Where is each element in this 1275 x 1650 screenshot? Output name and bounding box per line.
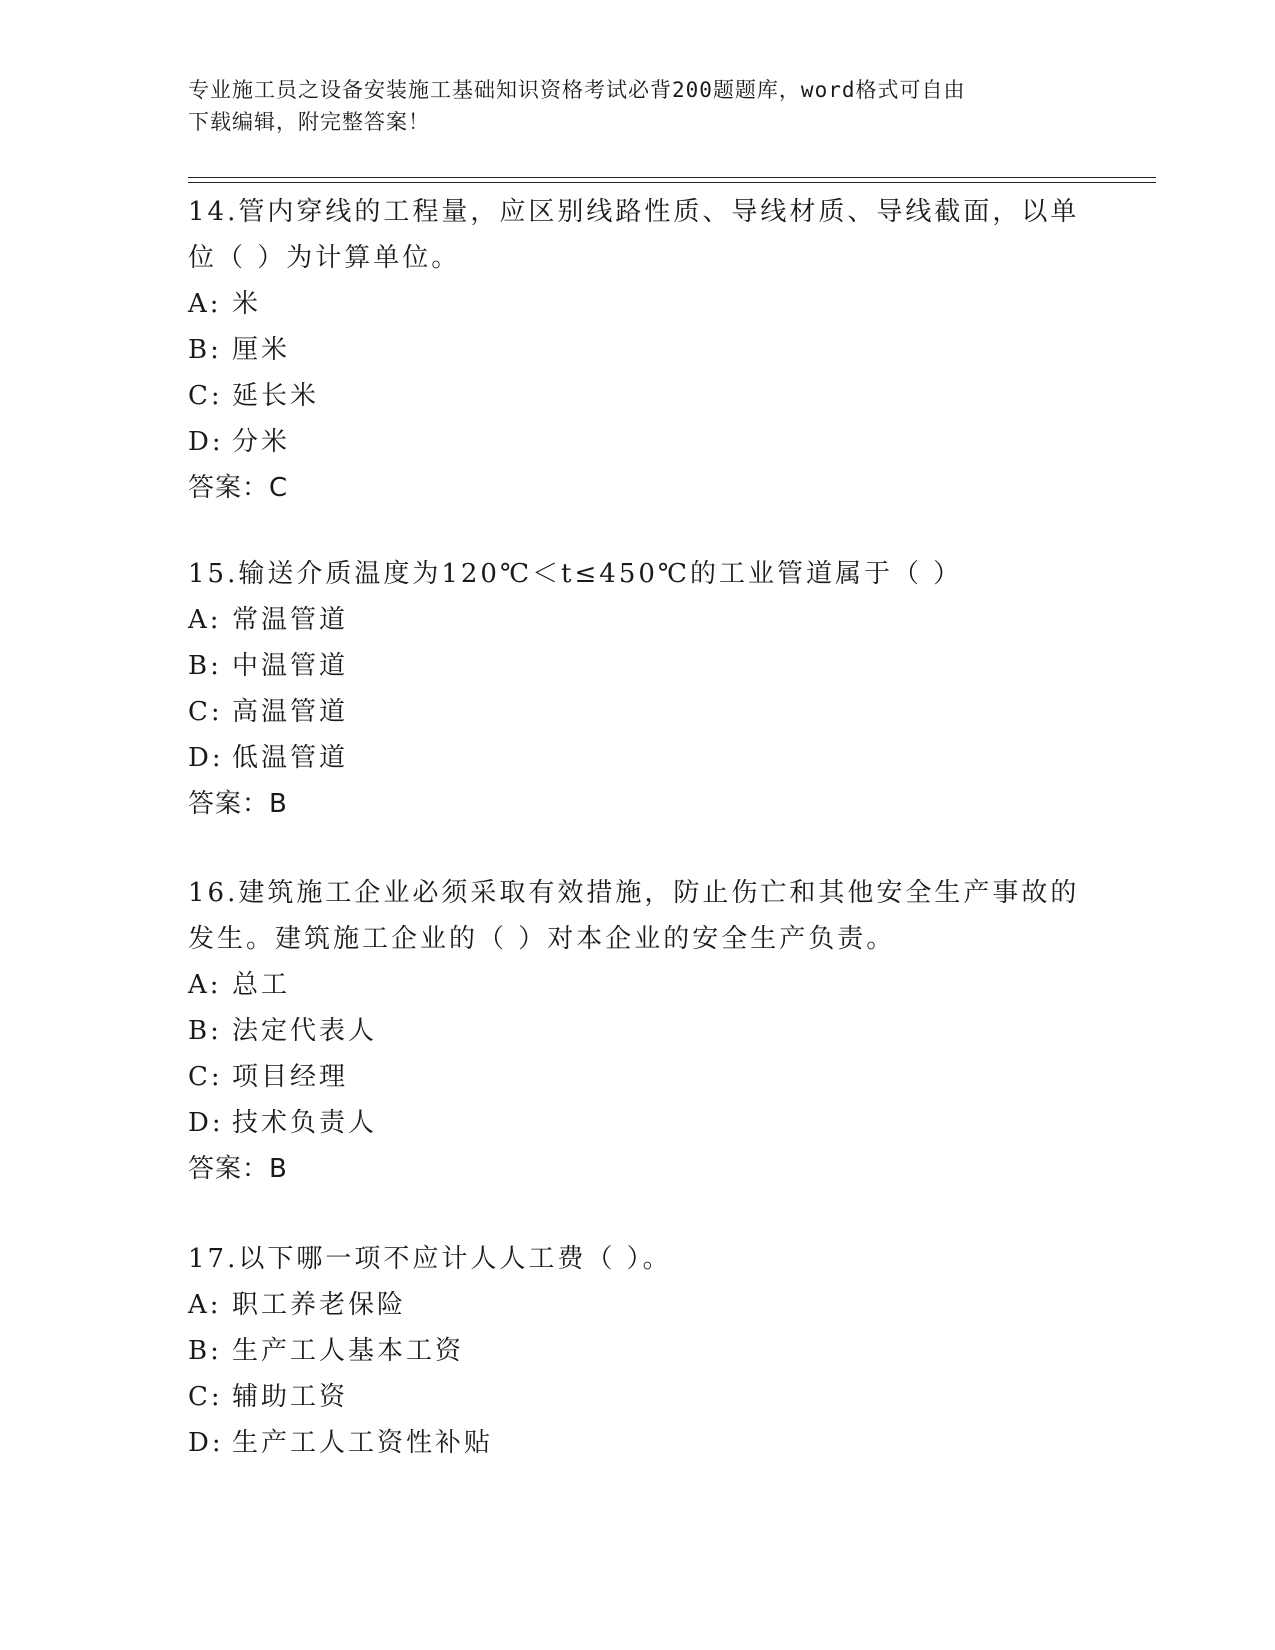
question-16	[188, 870, 1088, 1192]
option-c	[188, 1374, 1088, 1420]
option-letter: A:	[188, 1290, 222, 1320]
option-text: 高温管道	[232, 697, 349, 727]
option-d	[188, 1420, 1088, 1466]
option-text: 米	[232, 289, 262, 319]
option-letter: D:	[188, 427, 224, 457]
option-text: 生产工人工资性补贴	[232, 1428, 494, 1458]
option-a	[188, 281, 1088, 327]
option-letter: C:	[188, 1062, 223, 1092]
option-letter: C:	[188, 697, 223, 727]
question-stem-line-2: 位（ ）为计算单位。	[188, 243, 461, 273]
option-letter: B:	[188, 1336, 222, 1366]
question-stem-line-1: 16.建筑施工企业必须采取有效措施，防止伤亡和其他安全生产事故的	[188, 878, 1080, 908]
answer-line: 答案：B	[188, 789, 288, 819]
answer-line: 答案：B	[188, 1154, 288, 1184]
option-a	[188, 1282, 1088, 1328]
option-b	[188, 643, 1088, 689]
option-d	[188, 735, 1088, 781]
option-text: 延长米	[232, 381, 320, 411]
header-divider-bottom	[188, 182, 1156, 183]
option-text: 生产工人基本工资	[232, 1336, 465, 1366]
question-stem-line-2: 发生。建筑施工企业的（ ）对本企业的安全生产负责。	[188, 924, 896, 954]
question-stem-line-1: 17.以下哪一项不应计人人工费（ ）。	[188, 1244, 672, 1274]
option-letter: D:	[188, 743, 224, 773]
option-c	[188, 373, 1088, 419]
question-17	[188, 1236, 1088, 1466]
option-text: 低温管道	[232, 743, 349, 773]
option-b	[188, 1328, 1088, 1374]
question-stem-line-1: 15.输送介质温度为120℃＜t≤450℃的工业管道属于（ ）	[188, 559, 963, 589]
option-letter: B:	[188, 1016, 222, 1046]
question-15	[188, 551, 1088, 827]
option-letter: B:	[188, 651, 222, 681]
option-a	[188, 597, 1088, 643]
header-divider-top	[188, 177, 1156, 178]
header-line-2: 下载编辑，附完整答案！	[188, 110, 430, 134]
option-letter: A:	[188, 289, 222, 319]
option-text: 常温管道	[232, 605, 349, 635]
option-text: 技术负责人	[232, 1108, 378, 1138]
question-stem-line-1: 14.管内穿线的工程量，应区别线路性质、导线材质、导线截面，以单	[188, 197, 1080, 227]
option-b	[188, 1008, 1088, 1054]
option-text: 辅助工资	[232, 1382, 349, 1412]
option-c	[188, 1054, 1088, 1100]
option-letter: A:	[188, 970, 222, 1000]
answer-line: 答案：C	[188, 473, 289, 503]
option-text: 厘米	[232, 335, 291, 365]
option-text: 项目经理	[232, 1062, 349, 1092]
option-text: 总工	[232, 970, 291, 1000]
option-letter: A:	[188, 605, 222, 635]
option-a	[188, 962, 1088, 1008]
option-letter: B:	[188, 335, 222, 365]
header-line-1: 专业施工员之设备安装施工基础知识资格考试必背200题题库，word格式可自由	[188, 78, 966, 102]
option-d	[188, 1100, 1088, 1146]
option-text: 职工养老保险	[232, 1290, 407, 1320]
option-text: 法定代表人	[232, 1016, 378, 1046]
option-d	[188, 419, 1088, 465]
option-letter: C:	[188, 381, 223, 411]
option-b	[188, 327, 1088, 373]
option-text: 分米	[232, 427, 291, 457]
option-letter: C:	[188, 1382, 223, 1412]
option-letter: D:	[188, 1428, 224, 1458]
document-header	[188, 74, 1068, 138]
option-text: 中温管道	[232, 651, 349, 681]
question-14	[188, 189, 1088, 511]
option-letter: D:	[188, 1108, 224, 1138]
option-c	[188, 689, 1088, 735]
